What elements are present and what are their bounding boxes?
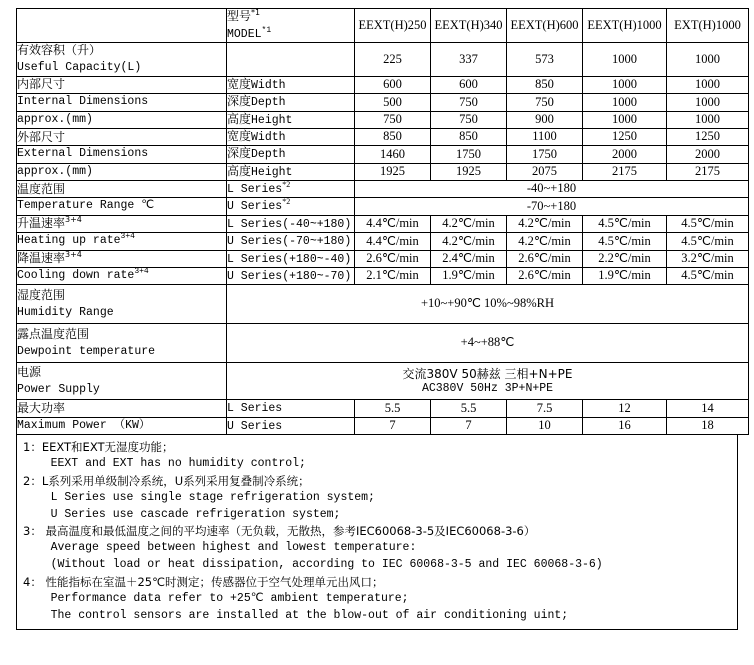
value-external-width-2: 850 <box>431 128 507 145</box>
label-internal-dimensions-approx <box>17 111 227 128</box>
value-temperature-range-l: -40~+180 <box>355 181 749 198</box>
value-heating-l-4: 4.5℃/min <box>583 215 667 232</box>
row-cooling-rate-l <box>17 250 749 267</box>
value-external-depth-5: 2000 <box>667 146 749 163</box>
header-model-en-sup: *1 <box>261 26 272 36</box>
value-max-power-u-3: 10 <box>507 417 583 434</box>
header-model-cn: 型号 <box>227 9 252 23</box>
sub-internal-width <box>227 76 355 93</box>
label-cooling-rate-en-wrap <box>17 269 226 283</box>
sub-external-height-en: Height <box>251 165 293 179</box>
header-col-2: EEXT(H)340 <box>431 9 507 43</box>
sub-external-width-en: Width <box>251 130 286 144</box>
label-max-power-en-text: Maximum Power （KW） <box>17 418 151 432</box>
value-useful-capacity-5: 1000 <box>667 43 749 76</box>
label-internal-dimensions-cn-text: 内部尺寸 <box>17 77 66 92</box>
value-cooling-l-3: 2.6℃/min <box>507 250 583 267</box>
label-heating-rate-en <box>17 233 227 250</box>
footnote-line-4: L Series use single stage refrigeration system; <box>23 490 375 504</box>
label-temperature-range-cn-text: 温度范围 <box>17 181 66 196</box>
value-max-power-u-1: 7 <box>355 417 431 434</box>
sub-temperature-u-series-text: U Series <box>227 200 283 214</box>
label-humidity-range-cn: 湿度范围 <box>17 288 66 303</box>
specification-table <box>16 8 749 435</box>
label-cooling-rate-cn <box>17 250 227 267</box>
footnote-line-7: Average speed between highest and lowest temperature: <box>23 541 417 555</box>
value-cooling-l-4: 2.2℃/min <box>583 250 667 267</box>
sub-internal-height <box>227 111 355 128</box>
sub-temperature-u-series-sup: *2 <box>282 197 291 207</box>
value-heating-u-2: 4.2℃/min <box>431 233 507 250</box>
label-useful-capacity <box>17 43 227 76</box>
label-external-dimensions-cn-text: 外部尺寸 <box>17 129 66 144</box>
label-dewpoint-cn: 露点温度范围 <box>17 327 90 342</box>
label-max-power-cn <box>17 400 227 417</box>
row-power-supply <box>17 363 749 400</box>
sub-heating-u-series <box>227 233 355 250</box>
sub-useful-capacity-blank <box>227 43 355 76</box>
label-internal-dimensions-cn <box>17 76 227 93</box>
value-external-width-1: 850 <box>355 128 431 145</box>
value-heating-l-5: 4.5℃/min <box>667 215 749 232</box>
label-humidity-range <box>17 285 227 324</box>
sub-temperature-l-series-text: L Series <box>227 183 283 196</box>
label-external-dimensions-en-text: External Dimensions <box>17 147 149 161</box>
label-useful-capacity-en: Useful Capacity(L) <box>17 61 142 75</box>
label-power-supply-cn: 电源 <box>17 365 42 380</box>
value-external-height-1: 1925 <box>355 163 431 180</box>
sub-max-power-l-series-text: L Series <box>227 402 283 416</box>
value-internal-width-3: 850 <box>507 76 583 93</box>
value-external-depth-2: 1750 <box>431 146 507 163</box>
value-max-power-u-4: 16 <box>583 417 667 434</box>
value-heating-l-1: 4.4℃/min <box>355 215 431 232</box>
value-internal-depth-3: 750 <box>507 94 583 111</box>
value-heating-u-4: 4.5℃/min <box>583 233 667 250</box>
value-dewpoint: +4~+88℃ <box>227 324 749 363</box>
sub-heating-l-series <box>227 215 355 232</box>
value-internal-height-3: 900 <box>507 111 583 128</box>
label-internal-dimensions-en-text: Internal Dimensions <box>17 95 149 109</box>
value-power-supply <box>227 363 749 400</box>
label-max-power-cn-text: 最大功率 <box>17 400 66 415</box>
value-external-height-3: 2075 <box>507 163 583 180</box>
label-temperature-range-en-text: Temperature Range ℃ <box>17 199 155 213</box>
label-heating-rate-en-text: Heating up rate <box>17 234 121 248</box>
value-internal-height-5: 1000 <box>667 111 749 128</box>
sub-max-power-u-series <box>227 417 355 434</box>
label-heating-rate-cn-wrap <box>17 216 226 231</box>
value-external-depth-4: 2000 <box>583 146 667 163</box>
sub-internal-depth-cn: 深度 <box>227 94 252 109</box>
row-heating-rate-l <box>17 215 749 232</box>
label-external-dimensions-approx <box>17 163 227 180</box>
value-cooling-u-2: 1.9℃/min <box>431 267 507 284</box>
sub-external-depth-en: Depth <box>251 148 286 162</box>
label-cooling-rate-en-text: Cooling down rate <box>17 268 135 282</box>
value-external-depth-3: 1750 <box>507 146 583 163</box>
sub-internal-height-en: Height <box>251 113 293 127</box>
sub-external-height-cn: 高度 <box>227 163 252 178</box>
sub-internal-depth <box>227 94 355 111</box>
value-cooling-l-5: 3.2℃/min <box>667 250 749 267</box>
value-heating-l-3: 4.2℃/min <box>507 215 583 232</box>
value-heating-u-1: 4.4℃/min <box>355 233 431 250</box>
row-dewpoint <box>17 324 749 363</box>
header-model-cn-sup: *1 <box>251 8 261 17</box>
label-heating-rate-en-sup: 3+4 <box>120 232 135 242</box>
footnote-line-6: 3： 最高温度和最低温度之间的平均速率（无负载，无散热，参考IEC60068-3-5及IEC60068-3-6） <box>23 524 536 539</box>
value-heating-u-3: 4.2℃/min <box>507 233 583 250</box>
sub-max-power-u-series-text: U Series <box>227 419 283 433</box>
footnotes-block <box>16 435 738 630</box>
value-external-width-5: 1250 <box>667 128 749 145</box>
value-useful-capacity-1: 225 <box>355 43 431 76</box>
label-heating-rate-cn <box>17 215 227 232</box>
footnote-line-3: 2：L系列采用单级制冷系统，U系列采用复叠制冷系统； <box>23 473 310 488</box>
footnote-line-8: (Without load or heat dissipation, according to IEC 60068-3-5 and IEC 60068-3-6) <box>23 558 603 572</box>
label-temperature-range-en <box>17 198 227 215</box>
value-internal-height-2: 750 <box>431 111 507 128</box>
row-temperature-range-u <box>17 198 749 215</box>
value-internal-depth-2: 750 <box>431 94 507 111</box>
label-heating-rate-en-wrap <box>17 234 226 248</box>
row-temperature-range-l <box>17 181 749 198</box>
value-max-power-l-4: 12 <box>583 400 667 417</box>
sub-temperature-u-series <box>227 198 355 215</box>
sub-internal-depth-en: Depth <box>251 96 286 110</box>
value-external-depth-1: 1460 <box>355 146 431 163</box>
value-max-power-u-2: 7 <box>431 417 507 434</box>
row-internal-height <box>17 111 749 128</box>
value-external-height-2: 1925 <box>431 163 507 180</box>
value-internal-height-4: 1000 <box>583 111 667 128</box>
row-external-depth <box>17 146 749 163</box>
value-internal-depth-5: 1000 <box>667 94 749 111</box>
sub-max-power-l-series <box>227 400 355 417</box>
row-external-width <box>17 128 749 145</box>
sub-cooling-l-series <box>227 250 355 267</box>
sub-cooling-u-series-text: U Series(+180~-70) <box>227 269 352 283</box>
header-col-5: EXT(H)1000 <box>667 9 749 43</box>
sub-heating-u-series-text: U Series(-70~+180) <box>227 235 352 249</box>
sub-external-depth-cn: 深度 <box>227 146 252 161</box>
value-internal-width-5: 1000 <box>667 76 749 93</box>
label-dewpoint-en: Dewpoint temperature <box>17 345 156 359</box>
value-external-width-3: 1100 <box>507 128 583 145</box>
sub-cooling-u-series <box>227 267 355 284</box>
label-power-supply-en: Power Supply <box>17 383 100 397</box>
label-power-supply <box>17 363 227 400</box>
row-external-height <box>17 163 749 180</box>
header-col-3: EEXT(H)600 <box>507 9 583 43</box>
value-max-power-l-1: 5.5 <box>355 400 431 417</box>
value-external-width-4: 1250 <box>583 128 667 145</box>
value-internal-width-2: 600 <box>431 76 507 93</box>
table-header-row <box>17 9 749 43</box>
row-max-power-u <box>17 417 749 434</box>
footnote-line-9: 4： 性能指标在室温＋25℃时测定；传感器位于空气处理单元出风口； <box>23 575 384 590</box>
sub-external-width-cn: 宽度 <box>227 128 252 143</box>
label-humidity-range-en: Humidity Range <box>17 306 114 320</box>
value-power-supply-en: AC380V 50Hz 3P+N+PE <box>421 381 554 395</box>
footnote-line-5: U Series use cascade refrigeration system; <box>23 507 341 521</box>
label-cooling-rate-cn-sup: 3+4 <box>65 250 82 260</box>
footnote-line-2: EEXT and EXT has no humidity control; <box>23 456 306 470</box>
row-max-power-l <box>17 400 749 417</box>
label-cooling-rate-en <box>17 267 227 284</box>
value-external-height-4: 2175 <box>583 163 667 180</box>
header-col-4: EEXT(H)1000 <box>583 9 667 43</box>
value-cooling-u-5: 4.5℃/min <box>667 267 749 284</box>
value-max-power-l-5: 14 <box>667 400 749 417</box>
value-internal-width-4: 1000 <box>583 76 667 93</box>
value-internal-width-1: 600 <box>355 76 431 93</box>
label-useful-capacity-cn: 有效容积（升） <box>17 43 102 58</box>
label-internal-dimensions-approx-text: approx.(mm) <box>17 112 93 126</box>
value-humidity-range: +10~+90℃ 10%~98%RH <box>227 285 749 324</box>
sub-external-height <box>227 163 355 180</box>
value-temperature-range-u: -70~+180 <box>355 198 749 215</box>
row-humidity-range <box>17 285 749 324</box>
label-cooling-rate-cn-wrap <box>17 251 226 266</box>
label-cooling-rate-en-sup: 3+4 <box>134 267 149 277</box>
sub-internal-width-cn: 宽度 <box>227 76 252 91</box>
value-max-power-l-2: 5.5 <box>431 400 507 417</box>
value-internal-depth-1: 500 <box>355 94 431 111</box>
footnote-line-11: The control sensors are installed at the blow-out of air conditioning uint; <box>23 608 569 622</box>
value-cooling-l-1: 2.6℃/min <box>355 250 431 267</box>
sub-internal-width-en: Width <box>251 78 286 92</box>
value-heating-l-2: 4.2℃/min <box>431 215 507 232</box>
label-cooling-rate-cn-text: 降温速率 <box>17 251 66 266</box>
sub-temperature-l-series <box>227 181 355 198</box>
value-internal-depth-4: 1000 <box>583 94 667 111</box>
value-internal-height-1: 750 <box>355 111 431 128</box>
value-cooling-u-1: 2.1℃/min <box>355 267 431 284</box>
label-dewpoint <box>17 324 227 363</box>
row-internal-depth <box>17 94 749 111</box>
footnote-line-1: 1：EEXT和EXT无湿度功能； <box>23 440 174 454</box>
sub-external-depth <box>227 146 355 163</box>
value-power-supply-cn: 交流380V 50赫兹 三相+N+PE <box>402 366 573 381</box>
label-max-power-en <box>17 417 227 434</box>
value-cooling-l-2: 2.4℃/min <box>431 250 507 267</box>
header-model-cell <box>227 9 355 43</box>
value-max-power-l-3: 7.5 <box>507 400 583 417</box>
header-col-1: EEXT(H)250 <box>355 9 431 43</box>
sub-cooling-l-series-text: L Series(+180~-40) <box>227 252 352 266</box>
label-internal-dimensions-en <box>17 94 227 111</box>
value-cooling-u-3: 2.6℃/min <box>507 267 583 284</box>
footnote-line-10: Performance data refer to +25℃ ambient temperature; <box>23 592 409 606</box>
label-external-dimensions-cn <box>17 128 227 145</box>
label-heating-rate-cn-text: 升温速率 <box>17 216 66 231</box>
value-useful-capacity-2: 337 <box>431 43 507 76</box>
sub-internal-height-cn: 高度 <box>227 111 252 126</box>
spec-sheet-page <box>0 8 754 665</box>
row-heating-rate-u <box>17 233 749 250</box>
value-max-power-u-5: 18 <box>667 417 749 434</box>
header-model-en: MODEL <box>227 28 262 41</box>
row-internal-width <box>17 76 749 93</box>
label-heating-rate-cn-sup: 3+4 <box>65 215 82 225</box>
value-heating-u-5: 4.5℃/min <box>667 233 749 250</box>
value-useful-capacity-4: 1000 <box>583 43 667 76</box>
label-external-dimensions-en <box>17 146 227 163</box>
label-temperature-range-cn <box>17 181 227 198</box>
value-external-height-5: 2175 <box>667 163 749 180</box>
header-blank-cell <box>17 9 227 43</box>
row-useful-capacity <box>17 43 749 76</box>
value-cooling-u-4: 1.9℃/min <box>583 267 667 284</box>
label-external-dimensions-approx-text: approx.(mm) <box>17 164 93 178</box>
sub-heating-l-series-text: L Series(-40~+180) <box>227 217 352 231</box>
sub-temperature-l-series-sup: *2 <box>282 179 291 189</box>
row-cooling-rate-u <box>17 267 749 284</box>
sub-external-width <box>227 128 355 145</box>
value-useful-capacity-3: 573 <box>507 43 583 76</box>
